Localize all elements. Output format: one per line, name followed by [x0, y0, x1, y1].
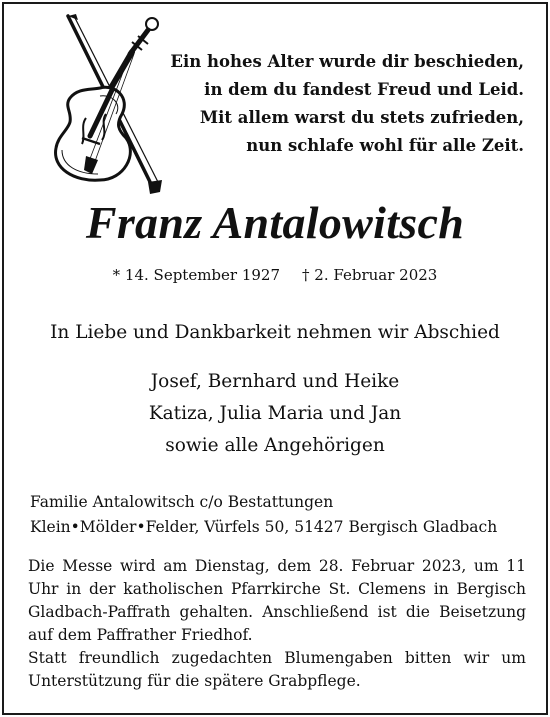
service-paragraph: Die Messe wird am Dienstag, dem 28. Februar 2023, um 11 Uhr in der katholischen Pfarrkirche St. Clemens in Bergisch Gladbach-Paffrath gehalten. Anschließend ist die Beisetzung auf dem Paffrather Friedhof.: [28, 557, 526, 644]
poem-line: Ein hohes Alter wurde dir beschieden,: [170, 52, 524, 71]
poem-line: nun schlafe wohl für alle Zeit.: [246, 136, 524, 155]
contact-address: [30, 490, 497, 540]
poem: [170, 48, 524, 160]
birth-date: * 14. September 1927: [112, 266, 281, 284]
obituary-card: [2, 2, 548, 715]
deceased-name: Franz Antalowitsch: [85, 197, 465, 248]
funeral-notice: [28, 555, 526, 693]
mourner-line: Katiza, Julia Maria und Jan: [148, 403, 402, 424]
farewell-text: In Liebe und Dankbarkeit nehmen wir Abschied: [50, 322, 500, 343]
violin-icon: [30, 10, 170, 196]
poem-line: in dem du fandest Freud und Leid.: [204, 80, 524, 99]
poem-line: Mit allem warst du stets zufrieden,: [199, 108, 524, 127]
address-line: Familie Antalowitsch c/o Bestattungen: [30, 493, 334, 511]
death-date: † 2. Februar 2023: [302, 266, 438, 284]
life-dates: [4, 266, 546, 284]
address-line: Klein•Mölder•Felder, Vürfels 50, 51427 Bergisch Gladbach: [30, 518, 498, 536]
mourner-line: Josef, Bernhard und Heike: [150, 371, 400, 392]
mourners-list: [4, 366, 546, 462]
mourner-line: sowie alle Angehörigen: [165, 435, 385, 456]
flowers-paragraph: Statt freundlich zugedachten Blumengaben bitten wir um Unterstützung für die spätere Grabpflege.: [28, 649, 526, 690]
